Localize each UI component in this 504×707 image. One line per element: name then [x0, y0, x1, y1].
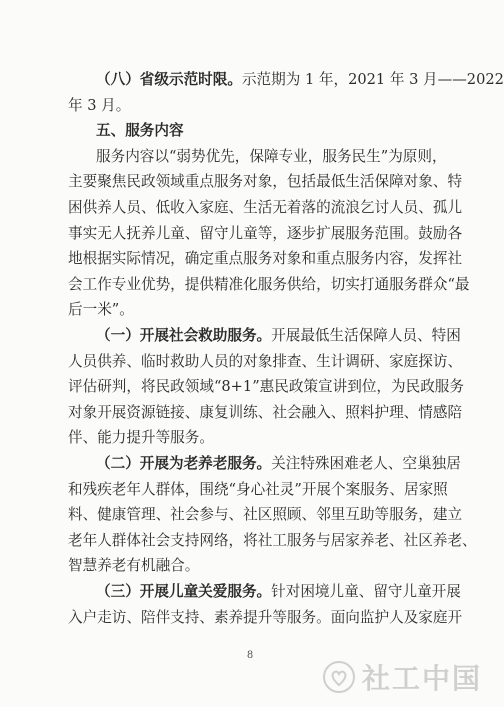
text-line	[96, 147, 447, 167]
text-line	[68, 505, 463, 525]
page-number: 8	[246, 650, 254, 661]
text-line	[68, 224, 463, 244]
heart-hands-logo-icon	[322, 660, 356, 694]
line-text: 地根据实际情况，确定重点服务对象和重点服务内容，发挥社	[68, 250, 463, 268]
line-text: 服务内容以“弱势优先，保障专业，服务民生”为原则，	[96, 147, 447, 165]
text-line	[96, 454, 461, 474]
line-text: 伴、能力提升等服务。	[68, 429, 214, 447]
line-text: 老年人群体社会支持网络，将社工服务与居家养老、社区养老、	[68, 531, 477, 549]
line-text: 开展最低生活保障人员、特困	[271, 327, 461, 344]
section-lead: （八）省级示范时限。	[96, 71, 242, 88]
line-text: 对象开展资源链接、康复训练、社会融入、照料护理、情感陪	[68, 403, 463, 421]
text-line	[68, 428, 438, 448]
line-text: 和残疾老年人群体，围绕“身心社灵”开展个案服务、居家照	[68, 480, 448, 498]
line-text: 评估研判，将民政领域“8+1”惠民政策宣讲到位，为民政服务	[68, 378, 464, 396]
text-line	[68, 249, 463, 269]
line-text: 关注特殊困难老人、空巢独居	[271, 455, 461, 472]
text-line	[96, 326, 461, 346]
text-line	[68, 377, 464, 397]
section-lead: （三）开展儿童关爱服务。	[96, 583, 272, 600]
text-line	[96, 121, 438, 141]
watermark-text: 社工中国	[361, 662, 482, 695]
line-text: 五、服务内容	[96, 122, 184, 140]
text-line	[68, 556, 438, 576]
line-text: 人员供养、临时救助人员的对象排查、生计调研、家庭探访、	[68, 352, 463, 370]
line-text: 示范期为 1 年，2021 年 3 月——2022	[241, 71, 504, 88]
line-text: 主要聚焦民政领域重点服务对象，包括最低生活保障对象、特	[68, 173, 463, 191]
text-line	[96, 582, 461, 602]
section-lead: （一）开展社会救助服务。	[96, 327, 272, 344]
text-line	[68, 352, 463, 372]
line-text: 后一米”。	[68, 301, 134, 319]
text-line	[68, 96, 438, 116]
text-line	[68, 480, 448, 500]
line-text: 困供养人员、低收入家庭、生活无着落的流浪乞讨人员、孤儿	[68, 199, 463, 216]
text-line	[68, 198, 463, 218]
text-line	[68, 275, 470, 295]
section-lead: （二）开展为老养老服务。	[96, 455, 272, 472]
line-text: 智慧养老有机融合。	[68, 557, 200, 575]
text-line	[96, 70, 504, 90]
line-text: 入户走访、陪伴支持、素养提升等服务。面向监护人及家庭开	[68, 608, 463, 626]
text-line	[68, 531, 477, 551]
line-text: 年 3 月。	[68, 96, 131, 114]
text-line	[68, 403, 463, 423]
text-line	[68, 300, 438, 320]
text-line	[68, 172, 463, 192]
text-line	[68, 608, 463, 628]
watermark	[322, 657, 482, 697]
line-text: 事实无人抚养儿童、留守儿童等，逐步扩展服务范围。鼓励各	[68, 224, 463, 242]
line-text: 针对困境儿童、留守儿童开展	[271, 583, 461, 600]
line-text: 会工作专业优势，提供精准化服务供给，切实打通服务群众“最	[68, 275, 470, 293]
line-text: 料、健康管理、社会参与、社区照顾、邻里互助等服务，建立	[68, 506, 463, 524]
